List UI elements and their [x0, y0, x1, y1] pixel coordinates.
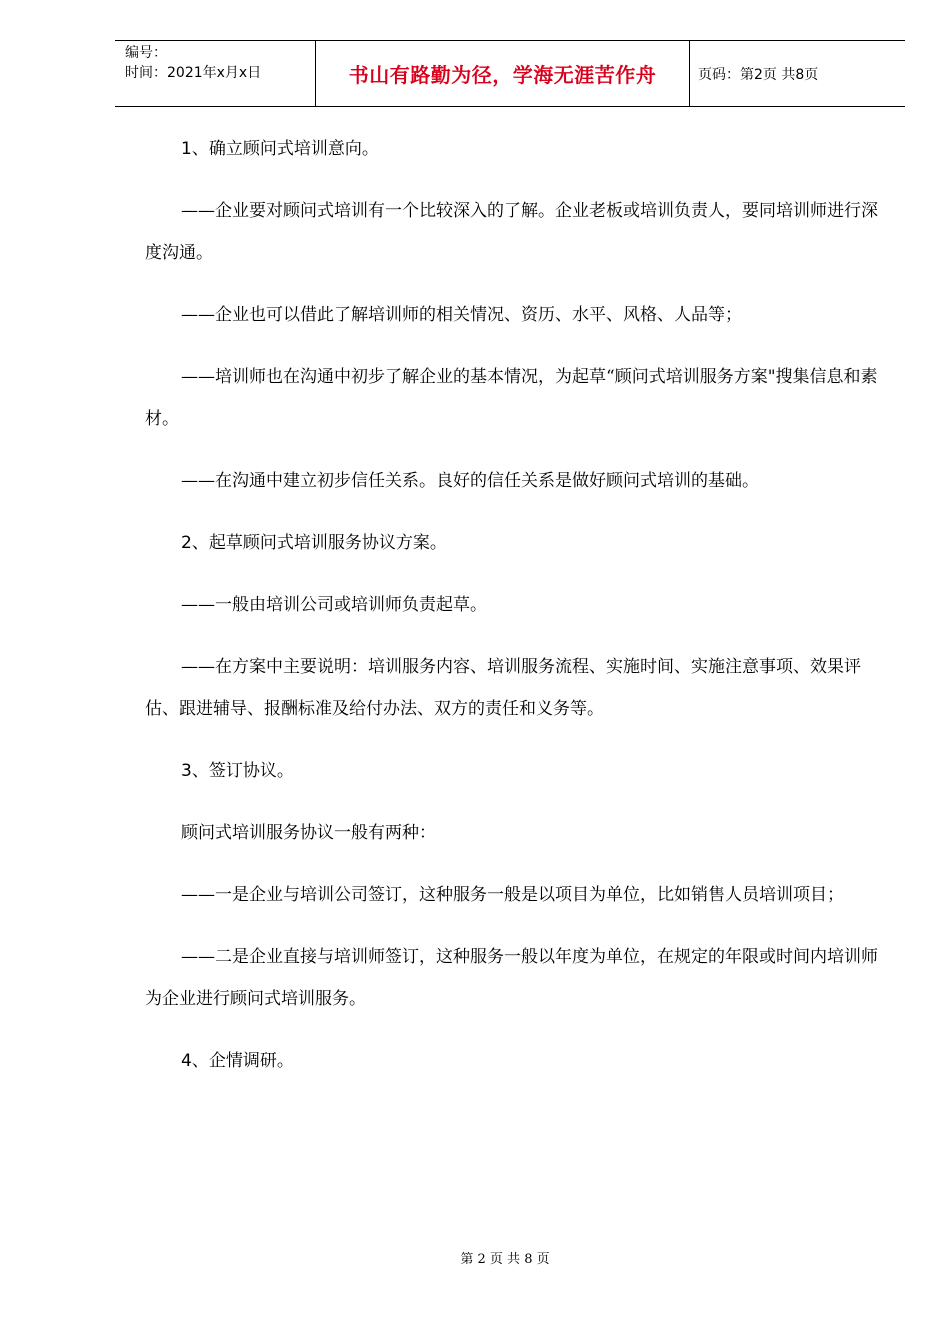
section-heading-4: 4、企情调研。 — [181, 1051, 294, 1071]
paragraph: ——二是企业直接与培训师签订，这种服务一般以年度为单位，在规定的年限或时间内培训师为企业进行顾问式培训服务。 — [145, 947, 878, 1009]
section-heading-2: 2、起草顾问式培训服务协议方案。 — [181, 533, 447, 553]
paragraph: 顾问式培训服务协议一般有两种： — [181, 823, 436, 843]
paragraph: ——一是企业与培训公司签订，这种服务一般是以项目为单位，比如销售人员培训项目； — [181, 885, 844, 905]
header-motto-cell — [316, 41, 690, 106]
paragraph: ——企业也可以借此了解培训师的相关情况、资历、水平、风格、人品等； — [181, 305, 742, 325]
document-time-label: 时间：2021年x月x日 — [125, 65, 262, 81]
paragraph: ——企业要对顾问式培训有一个比较深入的了解。企业老板或培训负责人，要同培训师进行深度沟通。 — [145, 201, 878, 263]
header-page-cell — [690, 41, 905, 106]
section-heading-1: 1、确立顾问式培训意向。 — [181, 139, 379, 159]
paragraph: ——在沟通中建立初步信任关系。良好的信任关系是做好顾问式培训的基础。 — [181, 471, 759, 491]
document-number-label: 编号： — [125, 45, 167, 61]
header-motto: 书山有路勤为径，学海无涯苦作舟 — [348, 63, 657, 87]
paragraph: ——一般由培训公司或培训师负责起草。 — [181, 595, 487, 615]
header-table — [115, 40, 905, 107]
paragraph: ——培训师也在沟通中初步了解企业的基本情况，为起草“顾问式培训服务方案"搜集信息和素材。 — [145, 367, 878, 429]
document-body — [145, 128, 880, 1102]
paragraph: ——在方案中主要说明：培训服务内容、培训服务流程、实施时间、实施注意事项、效果评估、跟进辅导、报酬标准及给付办法、双方的责任和义务等。 — [145, 657, 861, 719]
header-meta-cell — [115, 41, 316, 106]
footer-page-number: 第 2 页 共 8 页 — [460, 1252, 550, 1267]
page-footer — [0, 1248, 950, 1267]
header-page-info: 页码：第2页 共8页 — [698, 66, 819, 83]
section-heading-3: 3、签订协议。 — [181, 761, 294, 781]
